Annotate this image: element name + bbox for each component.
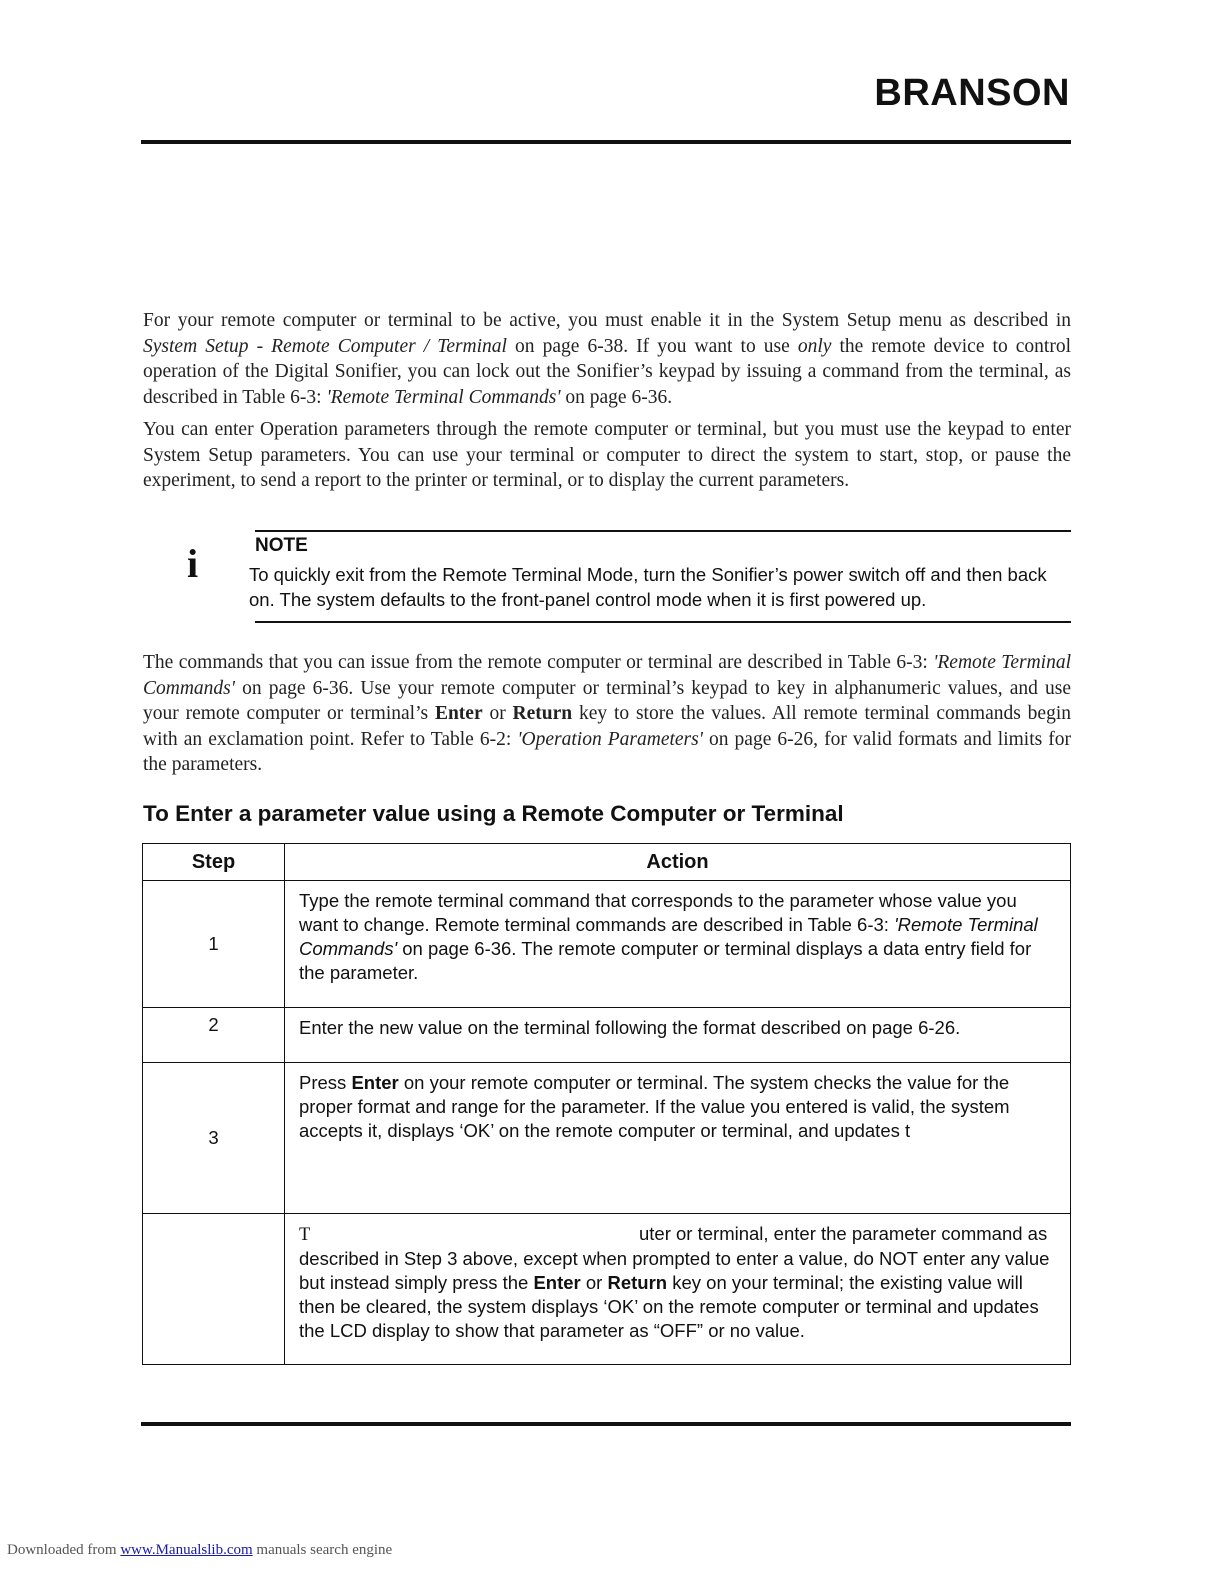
action-text: on your remote computer or terminal. The system checks the value for the proper format and range for the parameter. If the value you entered is valid, the system accepts it, displays ‘OK’ on the remote computer or terminal, and updates t bbox=[299, 1072, 1010, 1141]
step-number bbox=[143, 1214, 285, 1365]
column-header-action: Action bbox=[285, 844, 1071, 881]
info-icon: i bbox=[187, 541, 199, 586]
commands-text: or bbox=[482, 703, 513, 725]
commands-paragraph bbox=[143, 650, 1071, 778]
step-action bbox=[285, 881, 1071, 1008]
enter-key-label: Enter bbox=[351, 1072, 399, 1093]
action-text: Type the remote terminal command that corresponds to the parameter whose value you want to change. Remote terminal commands are described in Table 6-3: bbox=[299, 890, 1017, 935]
step-action bbox=[285, 1214, 1071, 1365]
table-row bbox=[143, 881, 1071, 1008]
commands-text: key to store the values. All remote terminal commands begin with an exclamation point. Refer to Table 6-2: bbox=[143, 703, 1071, 750]
action-text: on page 6-36. The remote computer or terminal displays a data entry field for the parameter. bbox=[299, 938, 1032, 983]
enter-key-label: Enter bbox=[434, 703, 483, 725]
action-text: or bbox=[580, 1272, 608, 1293]
cross-reference-system-setup: System Setup - Remote Computer / Terminal bbox=[143, 335, 507, 357]
commands-text: on page 6-26, for valid formats and limits for the parameters. bbox=[143, 728, 1071, 776]
header-rule bbox=[141, 140, 1071, 144]
intro-paragraph-1 bbox=[143, 308, 1071, 410]
intro-text: on page 6-36. bbox=[560, 386, 673, 408]
cross-reference-remote-terminal-commands: 'Remote Terminal Commands' bbox=[143, 652, 1071, 699]
footer-rule bbox=[141, 1422, 1071, 1426]
download-footer bbox=[7, 1542, 392, 1559]
step-action bbox=[285, 1063, 1071, 1214]
intro-text: the remote device to control operation of the Digital Sonifier, you can lock out the Sonifier’s keypad by issuing a command from the terminal, as described in Table 6-3: bbox=[143, 335, 1072, 408]
intro-paragraph-2 bbox=[143, 417, 1071, 494]
cross-reference-operation-parameters: 'Operation Parameters' bbox=[517, 728, 703, 750]
note-bottom-rule bbox=[255, 621, 1071, 623]
intro-text: on page 6-38. If you want to use bbox=[506, 335, 798, 357]
step-action: Enter the new value on the terminal following the format described on page 6-26. bbox=[285, 1008, 1071, 1063]
step-number: 1 bbox=[143, 881, 285, 1008]
step-number: 3 bbox=[143, 1063, 285, 1214]
manualslib-link[interactable]: www.Manualslib.com bbox=[120, 1542, 253, 1558]
intro-text: For your remote computer or terminal to be active, you must enable it in the System Setup menu as described in bbox=[143, 310, 1071, 331]
cross-reference-remote-terminal-commands: 'Remote Terminal Commands' bbox=[299, 914, 1038, 959]
table-header-row bbox=[143, 844, 1071, 881]
action-text: T bbox=[299, 1225, 311, 1245]
return-key-label: Return bbox=[512, 703, 573, 725]
commands-text: on page 6-36. Use your remote computer or terminal’s keypad to key in alphanumeric values, and use your remote computer or terminal’s bbox=[143, 677, 1071, 725]
procedure-table bbox=[142, 843, 1071, 1365]
table-row bbox=[143, 1214, 1071, 1365]
footer-text: manuals search engine bbox=[252, 1542, 393, 1558]
emphasis-only: only bbox=[797, 335, 832, 357]
note-top-rule bbox=[255, 530, 1071, 532]
enter-key-label: Enter bbox=[533, 1272, 581, 1293]
branson-logo: BRANSON bbox=[874, 72, 1070, 114]
step-number: 2 bbox=[143, 1008, 285, 1063]
table-row bbox=[143, 1008, 1071, 1063]
action-text: uter or terminal, enter the parameter command as described in Step 3 above, except when prompted to enter a value, do NOT enter any value but instead simply press the bbox=[299, 1223, 1050, 1293]
cross-reference-remote-terminal-commands: 'Remote Terminal Commands' bbox=[326, 386, 561, 408]
intro-text: You can enter Operation parameters through the remote computer or terminal, but you must use the keypad to enter System Setup parameters. You can use your terminal or computer to direct the system to start, stop, or pause the experiment, to send a report to the printer or terminal, or to display the current parameters. bbox=[143, 419, 1071, 492]
return-key-label: Return bbox=[607, 1272, 668, 1293]
note-text: To quickly exit from the Remote Terminal Mode, turn the Sonifier’s power switch off and then back on. The system defaults to the front-panel control mode when it is first powered up. bbox=[249, 564, 1047, 610]
note-title: NOTE bbox=[255, 535, 308, 556]
action-text: Press bbox=[299, 1072, 352, 1093]
procedure-heading: To Enter a parameter value using a Remote Computer or Terminal bbox=[143, 801, 844, 826]
footer-text: Downloaded from bbox=[7, 1542, 121, 1558]
note-box bbox=[143, 530, 1071, 624]
column-header-step: Step bbox=[143, 844, 285, 881]
action-text: key on your terminal; the existing value will then be cleared, the system displays ‘OK’ on the remote computer or terminal and updates the LCD display to show that parameter as “OFF” or no value. bbox=[299, 1272, 1039, 1341]
commands-text: The commands that you can issue from the remote computer or terminal are described in Table 6-3: bbox=[143, 652, 934, 673]
table-row bbox=[143, 1063, 1071, 1214]
